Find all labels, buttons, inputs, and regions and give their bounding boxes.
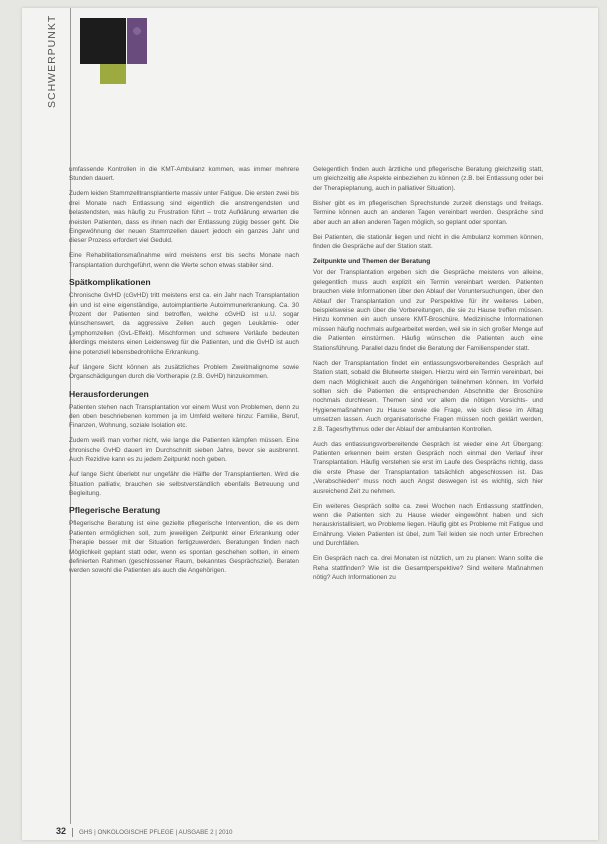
paragraph: Patienten stehen nach Transplantation vor einem Wust von Problemen, denn zu den oben beschriebenen kommen ja im Umfeld weitere hinzu: Familie, Beruf, Finanzen, Wohnung, soziale Isolation etc. (69, 403, 299, 430)
paragraph: Auch das entlassungsvorbereitende Gespräch ist wieder eine Art Übergang: Patienten erkennen beim ersten Gespräch noch einmal den Verlauf ihrer Transplantation. Häufig verstehen sie erst im Laufe des Gesprächs richtig, dass die erste Phase der Transplantation tatsächlich abgeschlossen ist. Das „Verabschieden“ muss noch auch Angst deswegen ist es wichtig, sich hier ausreichend Zeit zu nehmen. (313, 440, 543, 495)
paragraph: Vor der Transplantation ergeben sich die Gespräche meistens von alleine, gelegentlich muss auch explizit ein Termin vereinbart werden. Patienten brauchen viele Informationen über den Ablauf der Voruntersuchungen, über den Ablauf der Transplantation und zur Perspektive für ihr weiteres Leben, beispielsweise auch über die Vorbereitungen, die sie zu Hause treffen müssen. Hinzu kommen ein auch unsere KMT-Broschüre. Medizinische Informationen müssen häufig nochmals aufgearbeitet werden, weil sie in sich großer Menge auf die Patienten einstürmen. Häufig wünschen die Patienten auch eine Stationsführung. Parallel dazu findet die Beratung der Familienspender statt. (313, 269, 543, 352)
decorative-pattern (128, 22, 146, 40)
section-heading: Spätkomplikationen (69, 277, 151, 288)
decorative-green-square (100, 64, 126, 84)
footer-divider (72, 828, 73, 837)
paragraph: Zudem weiß man vorher nicht, wie lange die Patienten kämpfen müssen. Eine chronische GvHD dauert im Durchschnitt sieben Jahre, bevor sie ausbrennt. Auch Rezidive kann es zu jedem Zeitpunkt noch geben. (69, 437, 299, 464)
journal-name: GHS | ONKOLOGISCHE PFLEGE | AUSGABE 2 | 2010 (79, 829, 233, 836)
paragraph: Chronische GvHD (cGvHD) tritt meistens erst ca. ein Jahr nach Transplantation ein und ist eine eigenständige, autoimplantierte Autoimmunerkrankung. Ca. 30 Prozent der Patienten sind betroffen, welche cGvHD ist u.U. sogar wünschenswert, da aggressive Zellen auch gegen Leukämie- oder Lymphomzellen (GvL-Effekt). Mischformen und schwere Verläufe bedeuten allerdings meistens einen Leidensweg für die Patienten, und die GvHD ist auch eine potenziell lebensbedrohliche Erkrankung. (69, 292, 299, 356)
page-number: 32 (56, 826, 67, 836)
paragraph: Bisher gibt es im pflegerischen Sprechstunde zurzeit dienstags und freitags. Termine können auch an anderen Tagen vereinbart werden. Gespräche sind aber auch an allen anderen Tagen möglich, so geplant oder spontan. (313, 199, 543, 226)
paragraph: Nach der Transplantation findet ein entlassungsvorbereitendes Gespräch auf Station statt, sobald die Blutwerte steigen. Hierzu wird ein Termin vereinbart, bei dem nach Möglichkeit auch die Angehörigen teilnehmen können. Im Vorfeld sollten sich die Patienten die entsprechenden Abschnitte der Broschüre nochmals durchlesen. Themen sind vor allem die nötigen Vorsichts- und Hygienemaßnahmen zu Hause sowie die Frage, wie sich diese im Alltag umsetzen lassen. Auch organisatorische Fragen müssen noch geklärt werden, z.B. Tagesrhythmus oder der Ablauf der ambulanten Kontrollen. (313, 359, 543, 433)
paragraph: Bei Patienten, die stationär liegen und nicht in die Ambulanz kommen können, finden die Gespräche auf der Station statt. (313, 233, 543, 251)
section-heading: Pflegerische Beratung (69, 505, 161, 516)
paragraph: Zudem leiden Stammzelltransplantierte massiv unter Fatigue. Die ersten zwei bis drei Monate nach Entlassung sind eigentlich die anstrengendsten und belastendsten, was häufig zu Frustration führt – trotz Aufklärung erwarten die meisten Patienten, dass es ihnen nach der Entlassung zügig besser geht. Die Eingewöhnung der neuen Stammzellen dauert jedoch ein ganzes Jahr und dieser Prozess erfordert viel Geduld. (69, 190, 299, 245)
section-label: SCHWERPUNKT (46, 14, 58, 108)
decorative-black-square (80, 18, 126, 64)
document-page (22, 8, 598, 840)
paragraph: Auf lange Sicht überlebt nur ungefähr die Hälfte der Transplantierten. Wird die Situation palliativ, brauchen sie selbstverständlich ebenfalls Betreuung und Begleitung. (69, 471, 299, 497)
section-heading: Herausforderungen (69, 388, 149, 399)
paragraph: Auf längere Sicht können als zusätzliches Problem Zweitmalignome sowie Organschädigungen durch die Vortherapie (z.B. GvHD) hinzukommen. (69, 363, 299, 381)
left-text-column (69, 165, 299, 581)
paragraph: Pflegerische Beratung ist eine gezielte pflegerische Intervention, die es dem Patienten ermöglichen soll, zum jeweiligen Zeitpunkt einer Erkrankung oder Therapie besser mit der Situation fertigzuwerden. Beratungen finden nach Möglichkeit geplant statt oder, wenn es spontan geschehen sollten, in einem definierten Rahmen (geschlossener Raum, bekanntes Gesprächsziel). Beraten werden sowohl die Patienten als auch die Angehörigen. (69, 520, 299, 575)
paragraph: Gelegentlich finden auch ärztliche und pflegerische Beratung gleichzeitig statt, um gleichzeitig alle Aspekte einbeziehen zu können (z.B. bei Entlassung oder bei der Therapieplanung, auch in palliativer Situation). (313, 166, 543, 192)
page-footer (56, 826, 232, 837)
paragraph: Ein Gespräch nach ca. drei Monaten ist nützlich, um zu planen: Wann sollte die Reha stattfinden? Wie ist die Gesamtperspektive? Sind weitere Maßnahmen nötig? Auch Informationen zu (313, 555, 543, 581)
section-heading: Zeitpunkte und Themen der Beratung (313, 258, 431, 266)
paragraph: Eine Rehabilitationsmaßnahme wird meistens erst bis sechs Monate nach Transplantation durchgeführt, wenn die Werte schon etwas stabiler sind. (69, 252, 299, 269)
paragraph: umfassende Kontrollen in die KMT-Ambulanz kommen, was immer mehrere Stunden dauert. (69, 166, 299, 183)
right-text-column (313, 165, 543, 588)
paragraph: Ein weiteres Gespräch sollte ca. zwei Wochen nach Entlassung stattfinden, wenn die Patienten sich zu Hause wieder eingewöhnt haben und sich herauskristallisiert, wo Probleme liegen. Häufig gibt es Probleme mit Fatigue und Ernährung. Vielen Patienten ist übel, zum Teil leiden sie noch unter Erbrechen und Durchfällen. (313, 502, 543, 548)
